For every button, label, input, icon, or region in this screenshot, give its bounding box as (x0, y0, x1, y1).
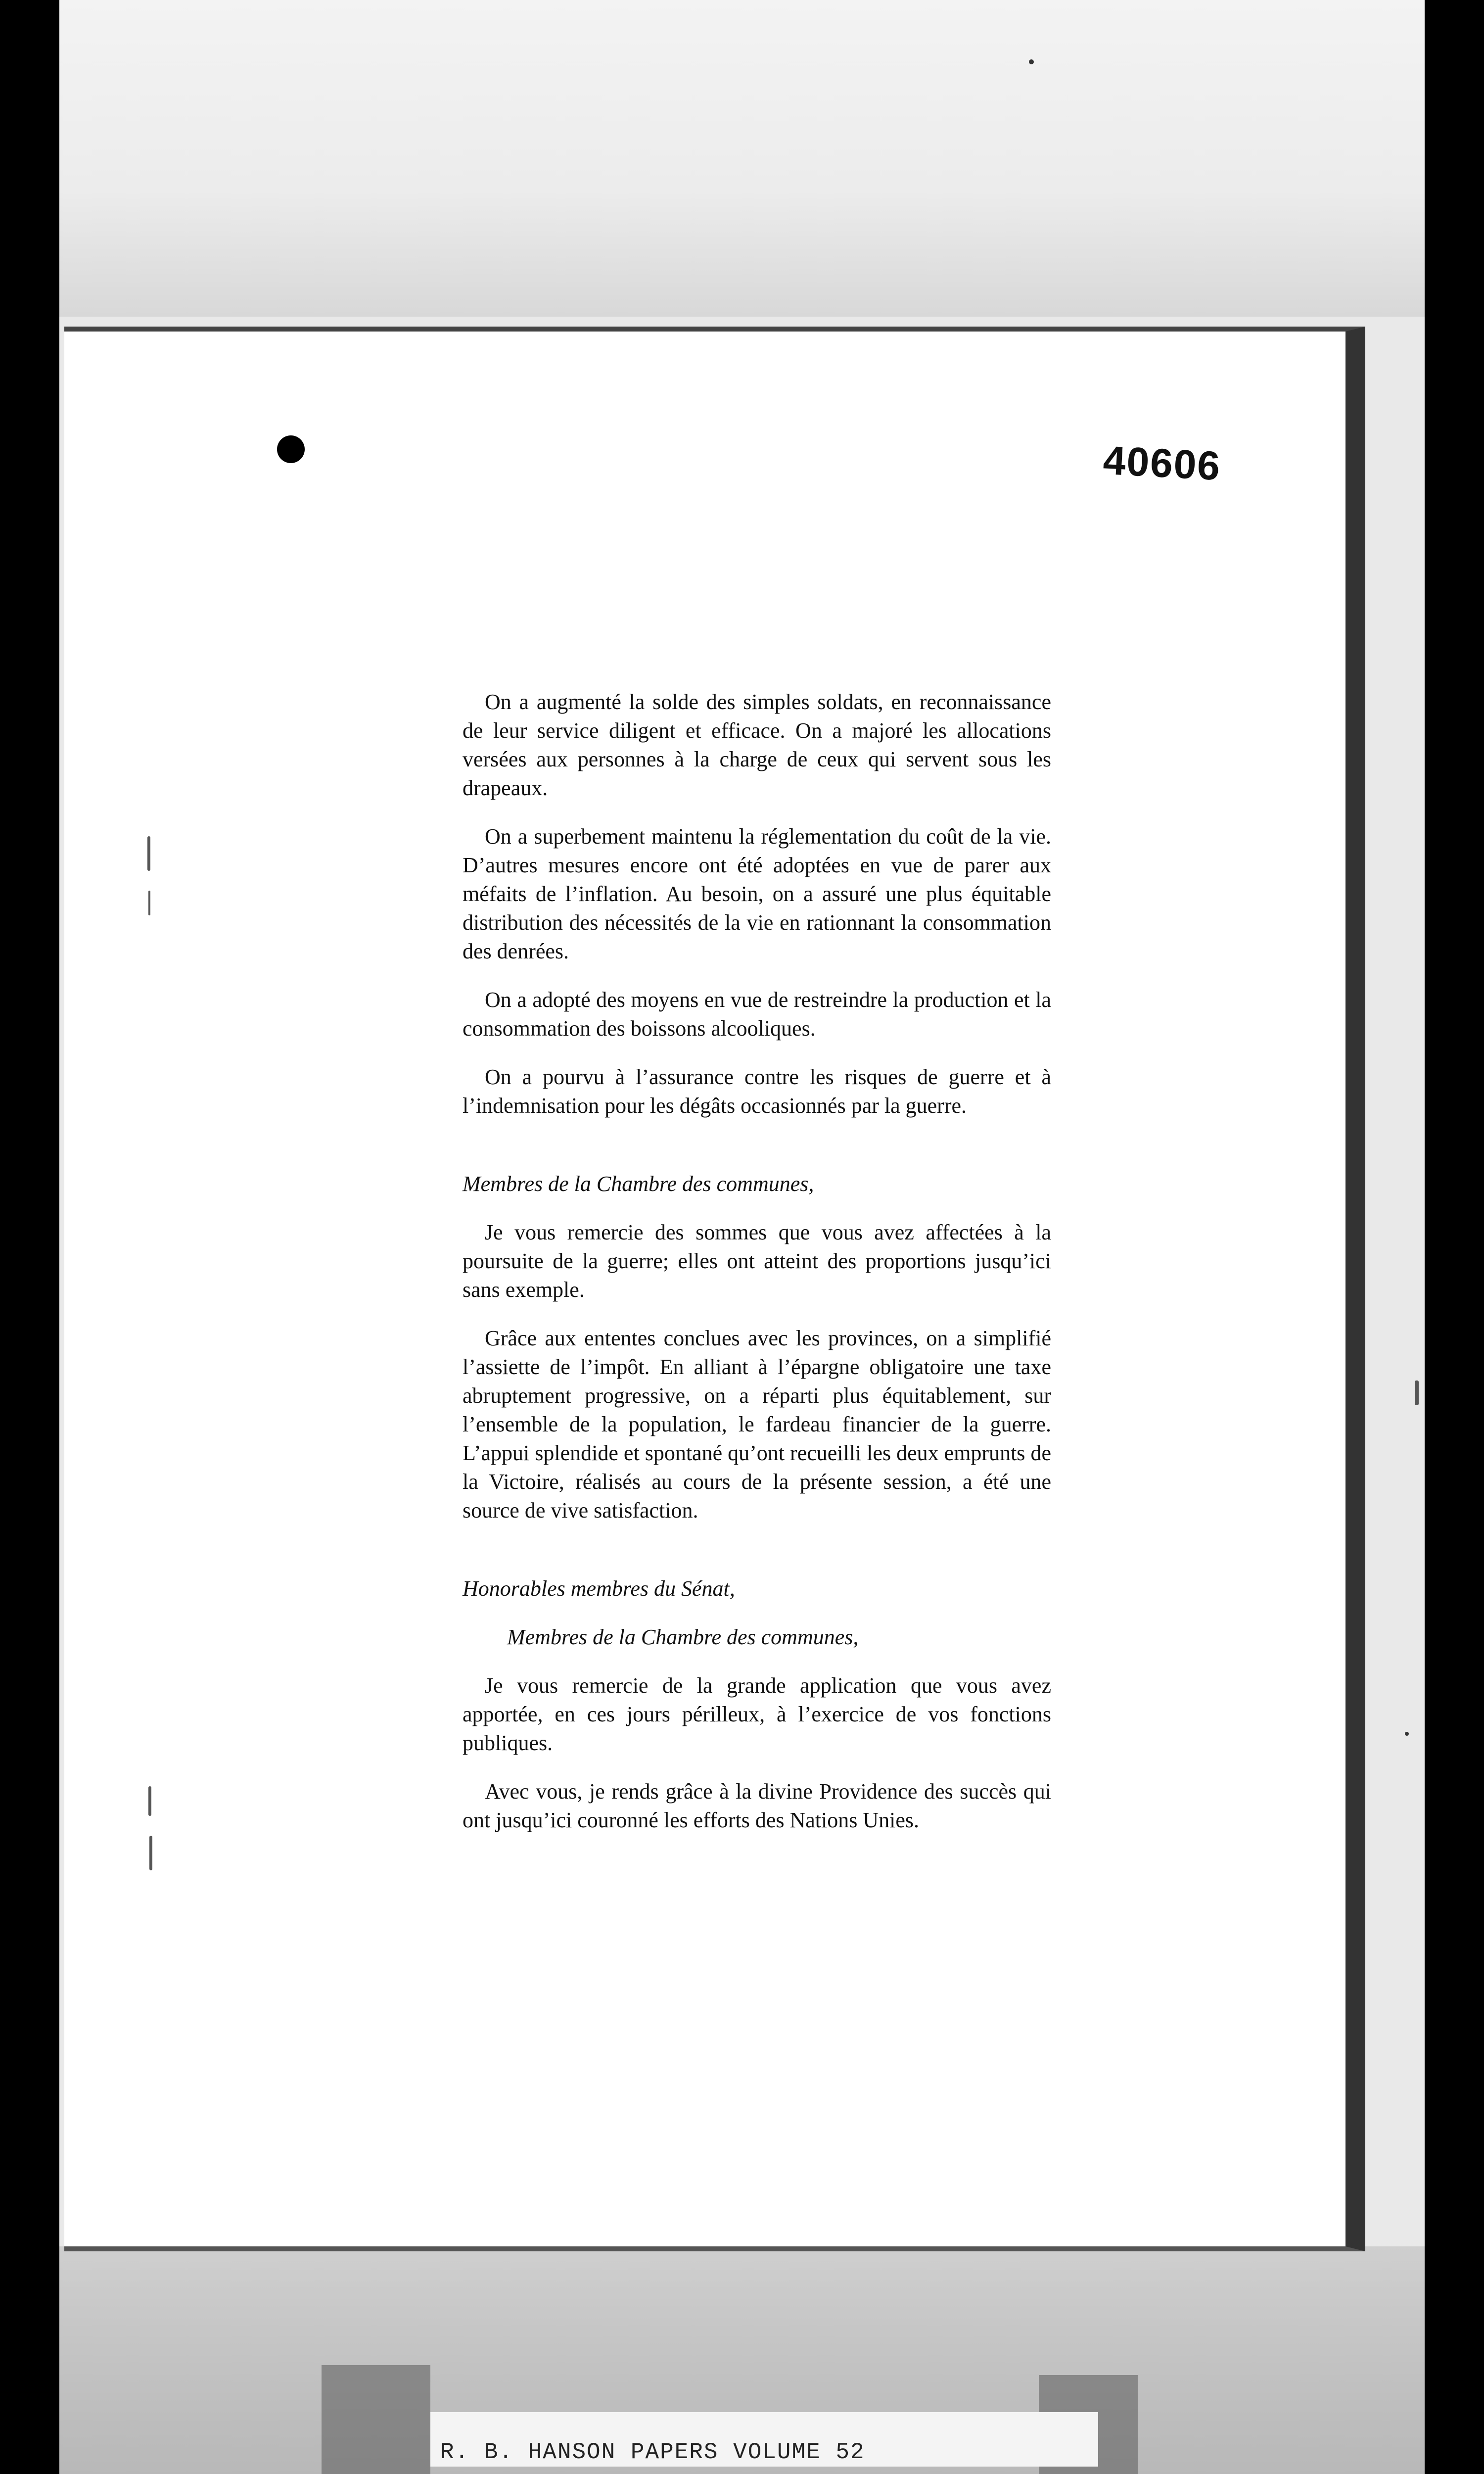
paragraph: On a adopté des moyens en vue de restreindre la production et la consommation des boissons alcooliques. (463, 988, 1051, 1041)
margin-mark (1415, 1380, 1419, 1405)
paragraph: On a augmenté la solde des simples soldats, en reconnaissance de leur service diligent et efficace. On a majoré les allocations versées aux personnes à la charge de ceux qui servent sous les drapeaux. (463, 690, 1051, 800)
tape-left (322, 2365, 430, 2474)
paragraph: Je vous remercie de la grande application que vous avez apportée, en ces jours périlleux, à l’exercice de vos fonctions publiques. (463, 1673, 1051, 1755)
margin-mark (148, 1786, 151, 1816)
speck (1029, 59, 1034, 64)
heading-commons-2: Membres de la Chambre des communes, (507, 1625, 859, 1649)
paragraph: Je vous remercie des sommes que vous avez affectées à la poursuite de la guerre; elles ont atteint des proportions jusqu’ici sans exemple. (463, 1220, 1051, 1302)
paragraph: On a superbement maintenu la réglementation du coût de la vie. D’autres mesures encore ont été adoptées en vue de parer aux méfaits de l’inflation. Au besoin, on a assuré une plus équitable distribution des nécessités de la vie en rationnant la consommation des denrées. (463, 824, 1051, 963)
archive-label: R. B. HANSON PAPERS VOLUME 52 (440, 2439, 865, 2465)
margin-mark (148, 891, 150, 915)
margin-mark (147, 836, 150, 871)
paragraph: Avec vous, je rends grâce à la divine Providence des succès qui ont jusqu’ici couronné les efforts des Nations Unies. (463, 1779, 1051, 1832)
paragraph: On a pourvu à l’assurance contre les risques de guerre et à l’indemnisation pour les dégâts occasionnés par la guerre. (463, 1065, 1051, 1118)
punch-hole (277, 435, 305, 463)
heading-commons: Membres de la Chambre des communes, (463, 1172, 814, 1196)
frame-top-margin (59, 0, 1425, 317)
document-number: 40606 (1102, 437, 1222, 489)
speck (1405, 1732, 1409, 1736)
margin-mark (149, 1836, 152, 1870)
paragraph: Grâce aux ententes conclues avec les provinces, on a simplifié l’assiette de l’impôt. En alliant à l’épargne obligatoire une taxe abruptement progressive, on a réparti plus équitablement, sur l’ensemble de la population, le fardeau financier de la guerre. L’appui splendide et spontané qu’ont recueilli les deux emprunts de la Victoire, réalisés au cours de la présente session, a été une source de vive satisfaction. (463, 1326, 1051, 1522)
document-body (463, 688, 1051, 1855)
heading-senate: Honorables membres du Sénat, (463, 1576, 735, 1601)
